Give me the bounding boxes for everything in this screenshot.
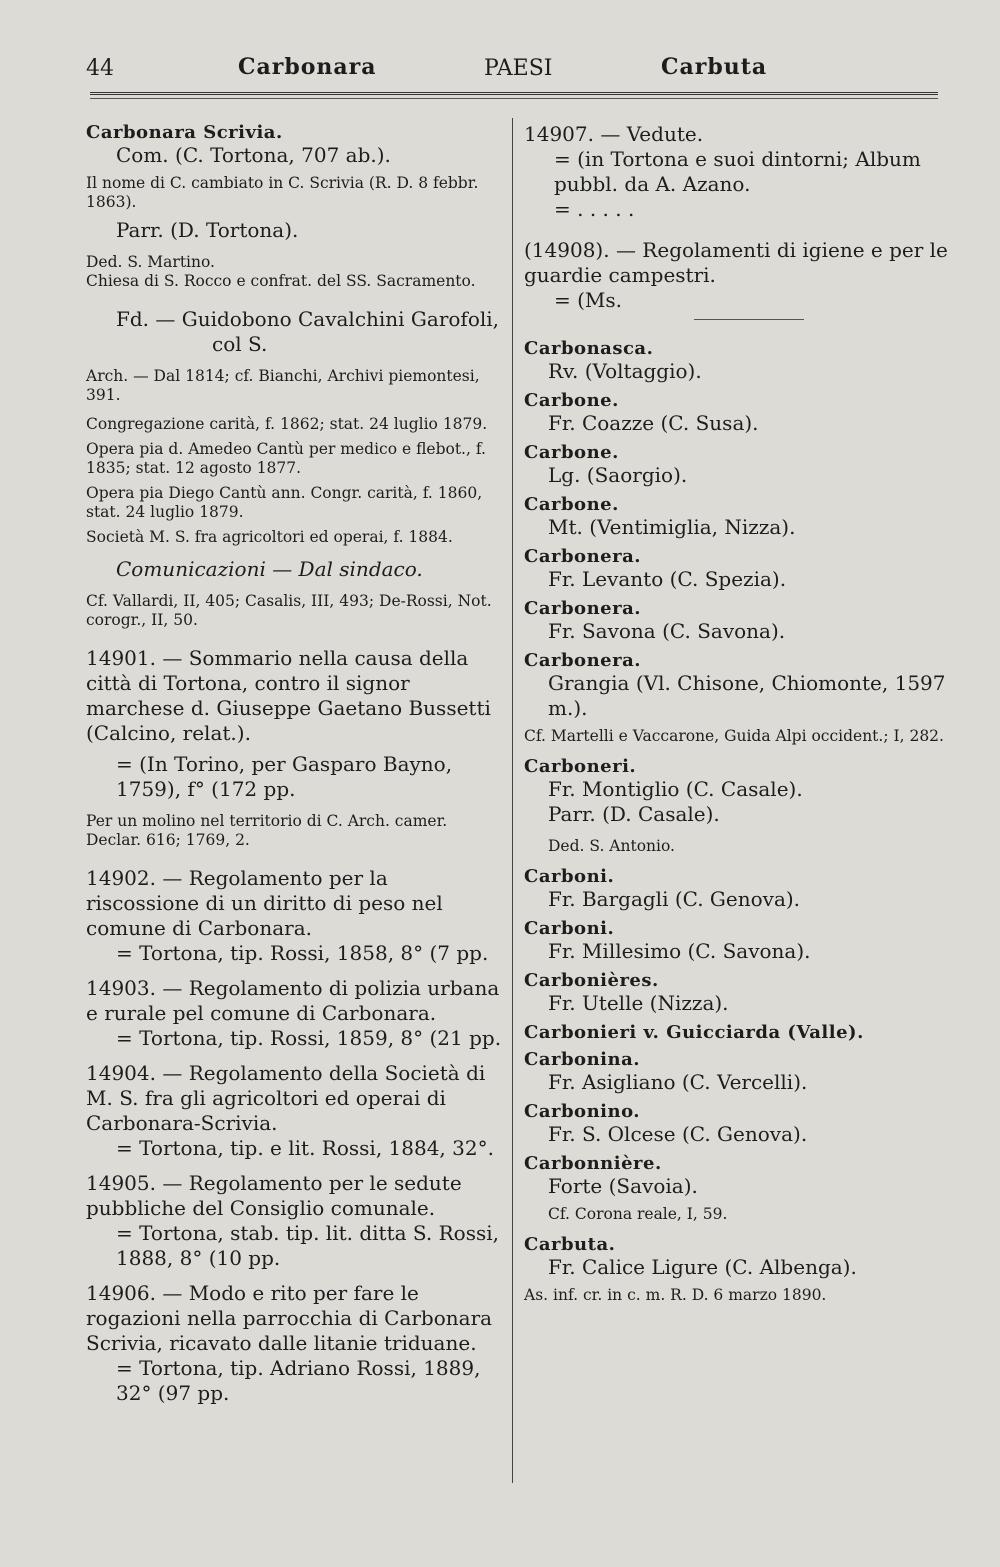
entry-title: Carbonina. bbox=[524, 1049, 641, 1070]
entry-line: Fr. Montiglio (C. Casale). bbox=[548, 777, 803, 801]
entry-record: 14907. — Vedute. bbox=[524, 122, 704, 146]
entry-note: Ded. S. Antonio. bbox=[548, 837, 675, 855]
entry-title: Carbonasca. bbox=[524, 338, 654, 359]
entry-record: 14902. — Regolamento per la riscossione di un diritto di peso nel comune di Carbonara. bbox=[86, 866, 443, 940]
entry-line: Fr. Millesimo (C. Savona). bbox=[548, 939, 811, 963]
column-divider bbox=[512, 118, 513, 1483]
entry-title: Carboneri. bbox=[524, 756, 637, 777]
entry-note: Ded. S. Martino. bbox=[86, 253, 215, 271]
entry-line: col S. bbox=[212, 332, 268, 356]
left-headword: Carbonara bbox=[238, 54, 377, 80]
header-rule bbox=[90, 92, 938, 95]
entry-title: Carbonara Scrivia. bbox=[86, 122, 283, 143]
entry-line: Fr. Utelle (Nizza). bbox=[548, 991, 729, 1015]
left-column bbox=[86, 122, 506, 1406]
entry-note: Chiesa di S. Rocco e confrat. del SS. Sacramento. bbox=[86, 272, 476, 290]
entry-line: Parr. (D. Tortona). bbox=[116, 218, 299, 242]
entry-record: 14901. — Sommario nella causa della città di Tortona, contro il signor marchese d. Giuseppe Gaetano Bussetti (Calcino, relat.). bbox=[86, 646, 491, 745]
entry-line: Fr. Coazze (C. Susa). bbox=[548, 411, 759, 435]
page-number: 44 bbox=[86, 56, 114, 81]
entry-note: Opera pia Diego Cantù ann. Congr. carità, f. 1860, stat. 24 luglio 1879. bbox=[86, 484, 483, 521]
entry-note: Cf. Corona reale, I, 59. bbox=[548, 1205, 728, 1223]
entry-publication: = Tortona, stab. tip. lit. ditta S. Rossi, 1888, 8° (10 pp. bbox=[116, 1221, 499, 1270]
entry-note: Congregazione carità, f. 1862; stat. 24 luglio 1879. bbox=[86, 415, 488, 433]
entry-line: Forte (Savoia). bbox=[548, 1174, 698, 1198]
entry-publication: = Tortona, tip. Rossi, 1858, 8° (7 pp. bbox=[116, 941, 489, 965]
entry-title: Carbonnière. bbox=[524, 1153, 662, 1174]
right-headword: Carbuta bbox=[661, 54, 768, 80]
entry-line: Fr. Levanto (C. Spezia). bbox=[548, 567, 787, 591]
entry-publication: = Tortona, tip. Rossi, 1859, 8° (21 pp. bbox=[116, 1026, 502, 1050]
entry-note: Cf. Vallardi, II, 405; Casalis, III, 493; De-Rossi, Not. corogr., II, 50. bbox=[86, 592, 492, 629]
entry-line: Fr. Calice Ligure (C. Albenga). bbox=[548, 1255, 857, 1279]
entry-title: Carbone. bbox=[524, 494, 619, 515]
entry-line: Mt. (Ventimiglia, Nizza). bbox=[548, 515, 796, 539]
entry-line: Fr. Asigliano (C. Vercelli). bbox=[548, 1070, 808, 1094]
entry-title: Carbonières. bbox=[524, 970, 659, 991]
entry-title: Carbone. bbox=[524, 390, 619, 411]
section-title: PAESI bbox=[484, 56, 553, 81]
entry-title: Carboni. bbox=[524, 918, 615, 939]
entry-record: (14908). — Regolamenti di igiene e per le guardie campestri. bbox=[524, 238, 948, 287]
entry-note: Società M. S. fra agricoltori ed operai, f. 1884. bbox=[86, 528, 453, 546]
entry-publication: = . . . . . bbox=[554, 197, 635, 221]
entry-record: 14904. — Regolamento della Società di M. S. fra gli agricoltori ed operai di Carbonara-Scrivia. bbox=[86, 1061, 486, 1135]
entry-note: Il nome di C. cambiato in C. Scrivia (R. D. 8 febbr. 1863). bbox=[86, 174, 479, 211]
entry-line: Comunicazioni — Dal sindaco. bbox=[116, 557, 423, 581]
entry-line: Fr. Bargagli (C. Genova). bbox=[548, 887, 801, 911]
entry-publication: = (In Torino, per Gasparo Bayno, 1759), f° (172 pp. bbox=[116, 752, 453, 801]
entry-line: Com. (C. Tortona, 707 ab.). bbox=[116, 143, 391, 167]
entry-publication: = (in Tortona e suoi dintorni; Album pubbl. da A. Azano. bbox=[554, 147, 921, 196]
entry-line: Parr. (D. Casale). bbox=[548, 802, 720, 826]
entry-record: 14906. — Modo e rito per fare le rogazioni nella parrocchia di Carbonara Scrivia, ricavato dalle litanie triduane. bbox=[86, 1281, 493, 1355]
right-column bbox=[524, 122, 954, 1305]
entry-title: Carbonino. bbox=[524, 1101, 641, 1122]
entry-title: Carbonera. bbox=[524, 598, 642, 619]
entry-title: Carboni. bbox=[524, 866, 615, 887]
entry-title: Carbonieri v. Guicciarda (Valle). bbox=[524, 1022, 864, 1043]
entry-line: Grangia (Vl. Chisone, Chiomonte, 1597 m.). bbox=[548, 671, 946, 720]
entry-title: Carbone. bbox=[524, 442, 619, 463]
entry-note: Cf. Martelli e Vaccarone, Guida Alpi occident.; I, 282. bbox=[524, 727, 944, 745]
entry-publication: = (Ms. bbox=[554, 288, 623, 312]
header-rule-thin bbox=[90, 98, 938, 99]
entry-line: Fr. S. Olcese (C. Genova). bbox=[548, 1122, 808, 1146]
entry-line: Rv. (Voltaggio). bbox=[548, 359, 702, 383]
entry-record: 14903. — Regolamento di polizia urbana e rurale pel comune di Carbonara. bbox=[86, 976, 500, 1025]
entry-title: Carbonera. bbox=[524, 650, 642, 671]
separator-rule bbox=[694, 319, 804, 320]
entry-record: 14905. — Regolamento per le sedute pubbliche del Consiglio comunale. bbox=[86, 1171, 462, 1220]
entry-note: Opera pia d. Amedeo Cantù per medico e flebot., f. 1835; stat. 12 agosto 1877. bbox=[86, 440, 486, 477]
entry-note: Per un molino nel territorio di C. Arch. camer. Declar. 616; 1769, 2. bbox=[86, 812, 448, 849]
entry-line: Fd. — Guidobono Cavalchini Garofoli, bbox=[116, 307, 500, 331]
entry-publication: = Tortona, tip. Adriano Rossi, 1889, 32° (97 pp. bbox=[116, 1356, 481, 1405]
entry-publication: = Tortona, tip. e lit. Rossi, 1884, 32°. bbox=[116, 1136, 494, 1160]
entry-line: Fr. Savona (C. Savona). bbox=[548, 619, 786, 643]
entry-title: Carbuta. bbox=[524, 1234, 616, 1255]
entry-note: As. inf. cr. in c. m. R. D. 6 marzo 1890. bbox=[524, 1286, 827, 1304]
entry-note: Arch. — Dal 1814; cf. Bianchi, Archivi piemontesi, 391. bbox=[86, 367, 480, 404]
running-header bbox=[86, 52, 940, 92]
entry-title: Carbonera. bbox=[524, 546, 642, 567]
entry-line: Lg. (Saorgio). bbox=[548, 463, 688, 487]
